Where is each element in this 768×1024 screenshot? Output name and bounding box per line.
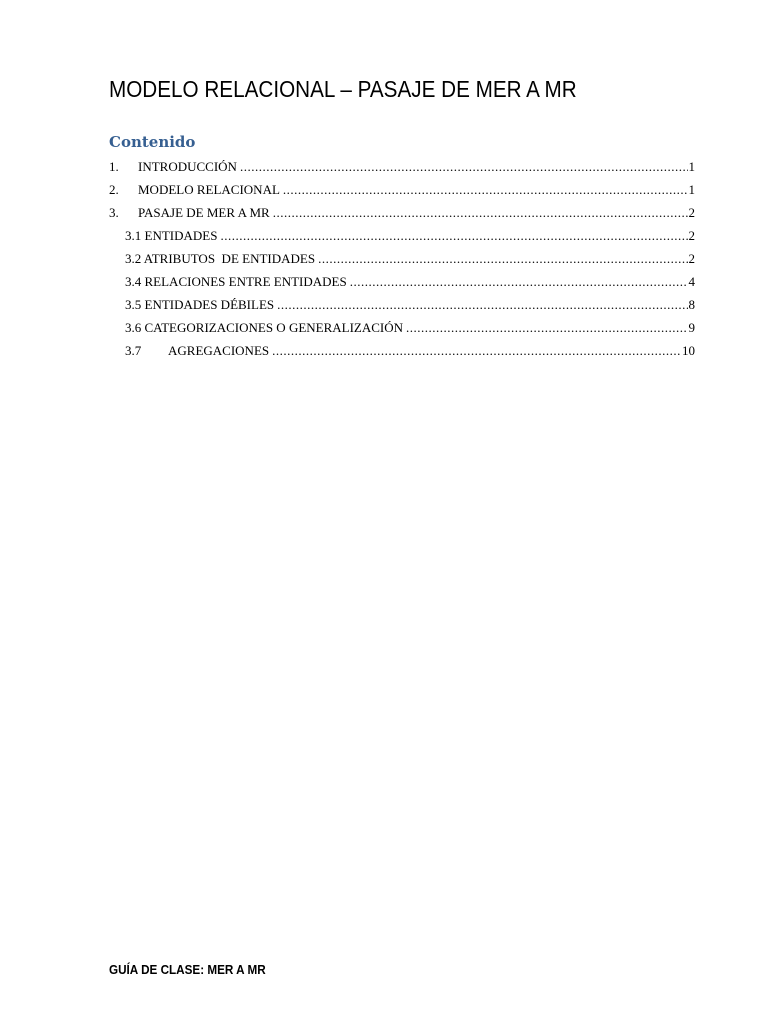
toc-entry-label: 3.1 ENTIDADES [125, 228, 218, 243]
document-title: MODELO RELACIONAL – PASAJE DE MER A MR [109, 76, 577, 102]
toc-entry-page: 2 [688, 228, 695, 243]
toc-entry-page: 1 [688, 159, 695, 174]
toc-entry-number: 3. [109, 205, 119, 220]
toc-leader-dots [406, 316, 687, 339]
toc-entry-number: 1. [109, 159, 119, 174]
toc-leader-dots [283, 178, 688, 201]
toc-entry-page: 4 [688, 274, 695, 289]
toc-entry-entidades-debiles[interactable] [109, 293, 695, 316]
toc-leader-dots [273, 201, 688, 224]
toc-entry-label: 3.2 ATRIBUTOS DE ENTIDADES [125, 251, 316, 266]
toc-entry-label: 3.4 RELACIONES ENTRE ENTIDADES [125, 274, 347, 289]
toc-leader-dots [350, 270, 688, 293]
toc-leader-dots [318, 247, 687, 270]
toc-leader-dots [272, 339, 681, 362]
toc-entry-agregaciones[interactable] [109, 339, 695, 362]
toc-leader-dots [220, 224, 687, 247]
toc-heading: Contenido [109, 133, 196, 151]
table-of-contents [109, 155, 695, 362]
toc-entry-label: 3.6 CATEGORIZACIONES O GENERALIZACIÓN [125, 320, 404, 335]
toc-entry-entidades[interactable] [109, 224, 695, 247]
toc-entry-label: INTRODUCCIÓN [138, 159, 237, 174]
toc-entry-number: 3.7 [125, 343, 142, 358]
toc-leader-dots [240, 155, 688, 178]
toc-entry-label: AGREGACIONES [168, 343, 270, 358]
toc-entry-atributos[interactable] [109, 247, 695, 270]
toc-entry-label: PASAJE DE MER A MR [138, 205, 270, 220]
toc-entry-introduccion[interactable] [109, 155, 695, 178]
toc-entry-page: 2 [688, 205, 695, 220]
toc-entry-relaciones[interactable] [109, 270, 695, 293]
toc-entry-modelo-relacional[interactable] [109, 178, 695, 201]
toc-entry-page: 10 [682, 343, 695, 358]
toc-entry-page: 1 [688, 182, 695, 197]
toc-entry-label: MODELO RELACIONAL [138, 182, 280, 197]
toc-entry-categorizaciones[interactable] [109, 316, 695, 339]
toc-entry-label: 3.5 ENTIDADES DÉBILES [125, 297, 275, 312]
toc-entry-page: 9 [688, 320, 695, 335]
toc-entry-page: 2 [688, 251, 695, 266]
toc-leader-dots [277, 293, 687, 316]
toc-entry-page: 8 [688, 297, 695, 312]
toc-entry-number: 2. [109, 182, 119, 197]
page-footer: GUÍA DE CLASE: MER A MR [109, 962, 266, 977]
toc-entry-pasaje[interactable] [109, 201, 695, 224]
